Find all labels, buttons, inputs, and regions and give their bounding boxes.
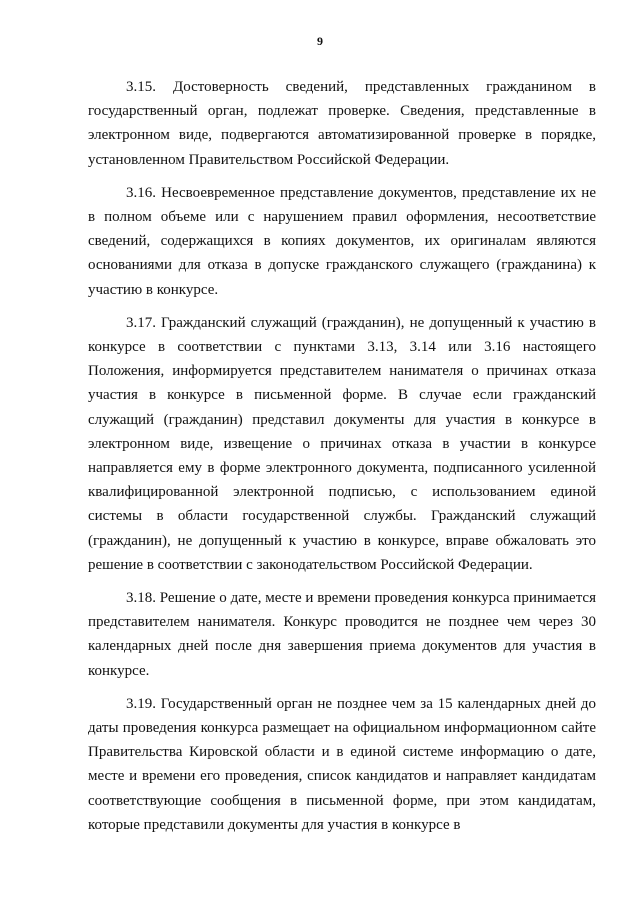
paragraph-3-16: 3.16. Несвоевременное представление документов, представление их не в полном объеме или с нарушением правил оформления, несоответствие сведений, содержащихся в копиях документов, их оригиналам являются основаниями для отказа в допуске гражданского служащего (гражданина) к участию в конкурсе.	[88, 184, 596, 298]
paragraph-3-19: 3.19. Государственный орган не позднее чем за 15 календарных дней до даты проведения конкурса размещает на официальном информационном сайте Правительства Кировской области и в единой системе информацию о дате, месте и времени его проведения, список кандидатов и направляет кандидатам соответствующие сообщения в письменной форме, при этом кандидатам, которые представили документы для участия в конкурсе в	[88, 695, 596, 833]
paragraph-3-15: 3.15. Достоверность сведений, представленных гражданином в государственный орган, подлежат проверке. Сведения, представленные в электронном виде, подвергаются автоматизированной проверке в порядке, установленном Правительством Российской Федерации.	[88, 79, 596, 168]
paragraph-3-17: 3.17. Гражданский служащий (гражданин), не допущенный к участию в конкурсе в соответствии с пунктами 3.13, 3.14 или 3.16 настоящего Положения, информируется представителем нанимателя о причинах отказа участия в конкурсе в письменной форме. В случае если гражданский служащий (гражданин) представил документы для участия в конкурсе в электронном виде, извещение о причинах отказа в участии в конкурсе направляется ему в форме электронного документа, подписанного усиленной квалифицированной электронной подписью, с использованием единой системы в области государственной службы. Гражданский служащий (гражданин), не допущенный к участию в конкурсе, вправе обжаловать это решение в соответствии с законодательством Российской Федерации.	[88, 314, 596, 573]
document-body	[88, 75, 596, 846]
paragraph-3-18: 3.18. Решение о дате, месте и времени проведения конкурса принимается представителем нанимателя. Конкурс проводится не позднее чем через 30 календарных дней после дня завершения приема документов для участия в конкурсе.	[88, 590, 596, 679]
page-number: 9	[317, 34, 323, 48]
